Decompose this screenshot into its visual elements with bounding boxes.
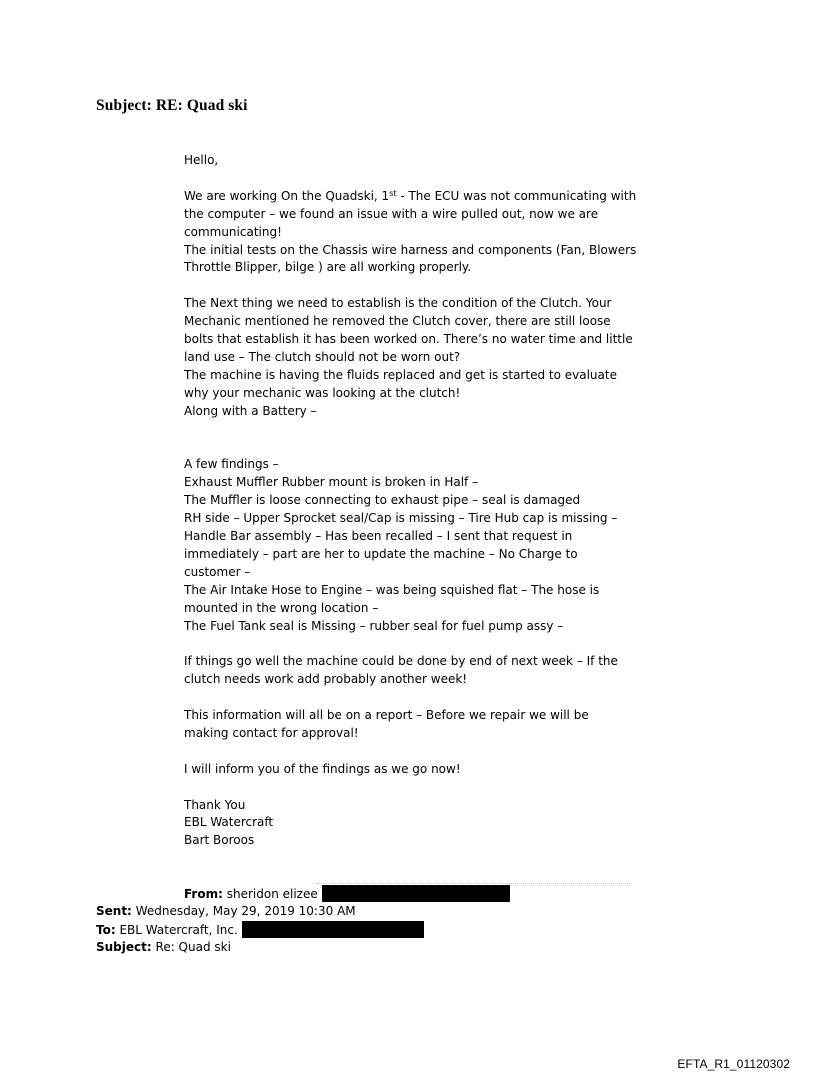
findings-line: Handle Bar assembly – Has been recalled – I sent that request in (184, 528, 573, 543)
body-line: making contact for approval! (184, 725, 359, 740)
body-line: This information will all be on a report – Before we repair we will be (184, 708, 589, 723)
sent-value: Wednesday, May 29, 2019 10:30 AM (135, 904, 356, 918)
findings-line: The Air Intake Hose to Engine – was being squished flat – The hose is (184, 582, 600, 597)
document-subject-heading: Subject: RE: Quad ski (96, 97, 248, 114)
signature-line: EBL Watercraft (184, 815, 274, 830)
quoted-to-line (96, 921, 424, 940)
body-line: The Next thing we need to establish is the condition of the Clutch. Your (184, 296, 612, 311)
greeting: Hello, (184, 153, 219, 167)
redaction-block (242, 921, 424, 938)
body-line: bolts that establish it has been worked on. There’s no water time and little (184, 332, 633, 347)
quoted-sent-line (96, 903, 356, 921)
body-line: We are working On the Quadski, 1st - The ECU was not communicating with (184, 188, 637, 203)
body-line: land use – The clutch should not be worn out? (184, 349, 461, 364)
body-line: I will inform you of the findings as we go now! (184, 761, 461, 776)
findings-line: customer – (184, 564, 251, 579)
quote-divider (316, 883, 632, 884)
signature-line: Thank You (184, 797, 246, 812)
from-value: sheridon elizee (226, 887, 318, 901)
body-line: Along with a Battery – (184, 403, 317, 418)
subject-value: Re: Quad ski (155, 940, 231, 954)
findings-line: The Muffler is loose connecting to exhaust pipe – seal is damaged (184, 493, 581, 508)
to-value: EBL Watercraft, Inc. (119, 923, 238, 937)
findings-line: Exhaust Muffler Rubber mount is broken in Half – (184, 475, 479, 490)
body-line: clutch needs work add probably another week! (184, 672, 468, 687)
body-line: Throttle Blipper, bilge ) are all working properly. (184, 260, 472, 275)
findings-line: The Fuel Tank seal is Missing – rubber seal for fuel pump assy – (184, 618, 564, 633)
body-line: communicating! (184, 224, 282, 239)
document-id-stamp: EFTA_R1_01120302 (677, 1057, 790, 1071)
subject-label: Subject: (96, 940, 152, 954)
findings-line: mounted in the wrong location – (184, 600, 379, 615)
sent-label: Sent: (96, 904, 132, 918)
quoted-from-line (184, 885, 510, 904)
email-body (184, 152, 644, 850)
body-line: If things go well the machine could be done by end of next week – If the (184, 654, 618, 669)
redaction-block (322, 885, 510, 902)
findings-line: A few findings – (184, 457, 279, 472)
body-line: The machine is having the fluids replaced and get is started to evaluate (184, 367, 617, 382)
to-label: To: (96, 923, 116, 937)
body-line: The initial tests on the Chassis wire harness and components (Fan, Blowers (184, 242, 637, 257)
body-line: why your mechanic was looking at the clutch! (184, 385, 461, 400)
signature-line: Bart Boroos (184, 833, 255, 848)
findings-line: immediately – part are her to update the machine – No Charge to (184, 546, 578, 561)
from-label: From: (184, 887, 223, 901)
body-line: Mechanic mentioned he removed the Clutch cover, there are still loose (184, 314, 611, 329)
findings-line: RH side – Upper Sprocket seal/Cap is missing – Tire Hub cap is missing – (184, 511, 618, 526)
quoted-subject-line (96, 939, 231, 957)
body-line: the computer – we found an issue with a wire pulled out, now we are (184, 206, 599, 221)
